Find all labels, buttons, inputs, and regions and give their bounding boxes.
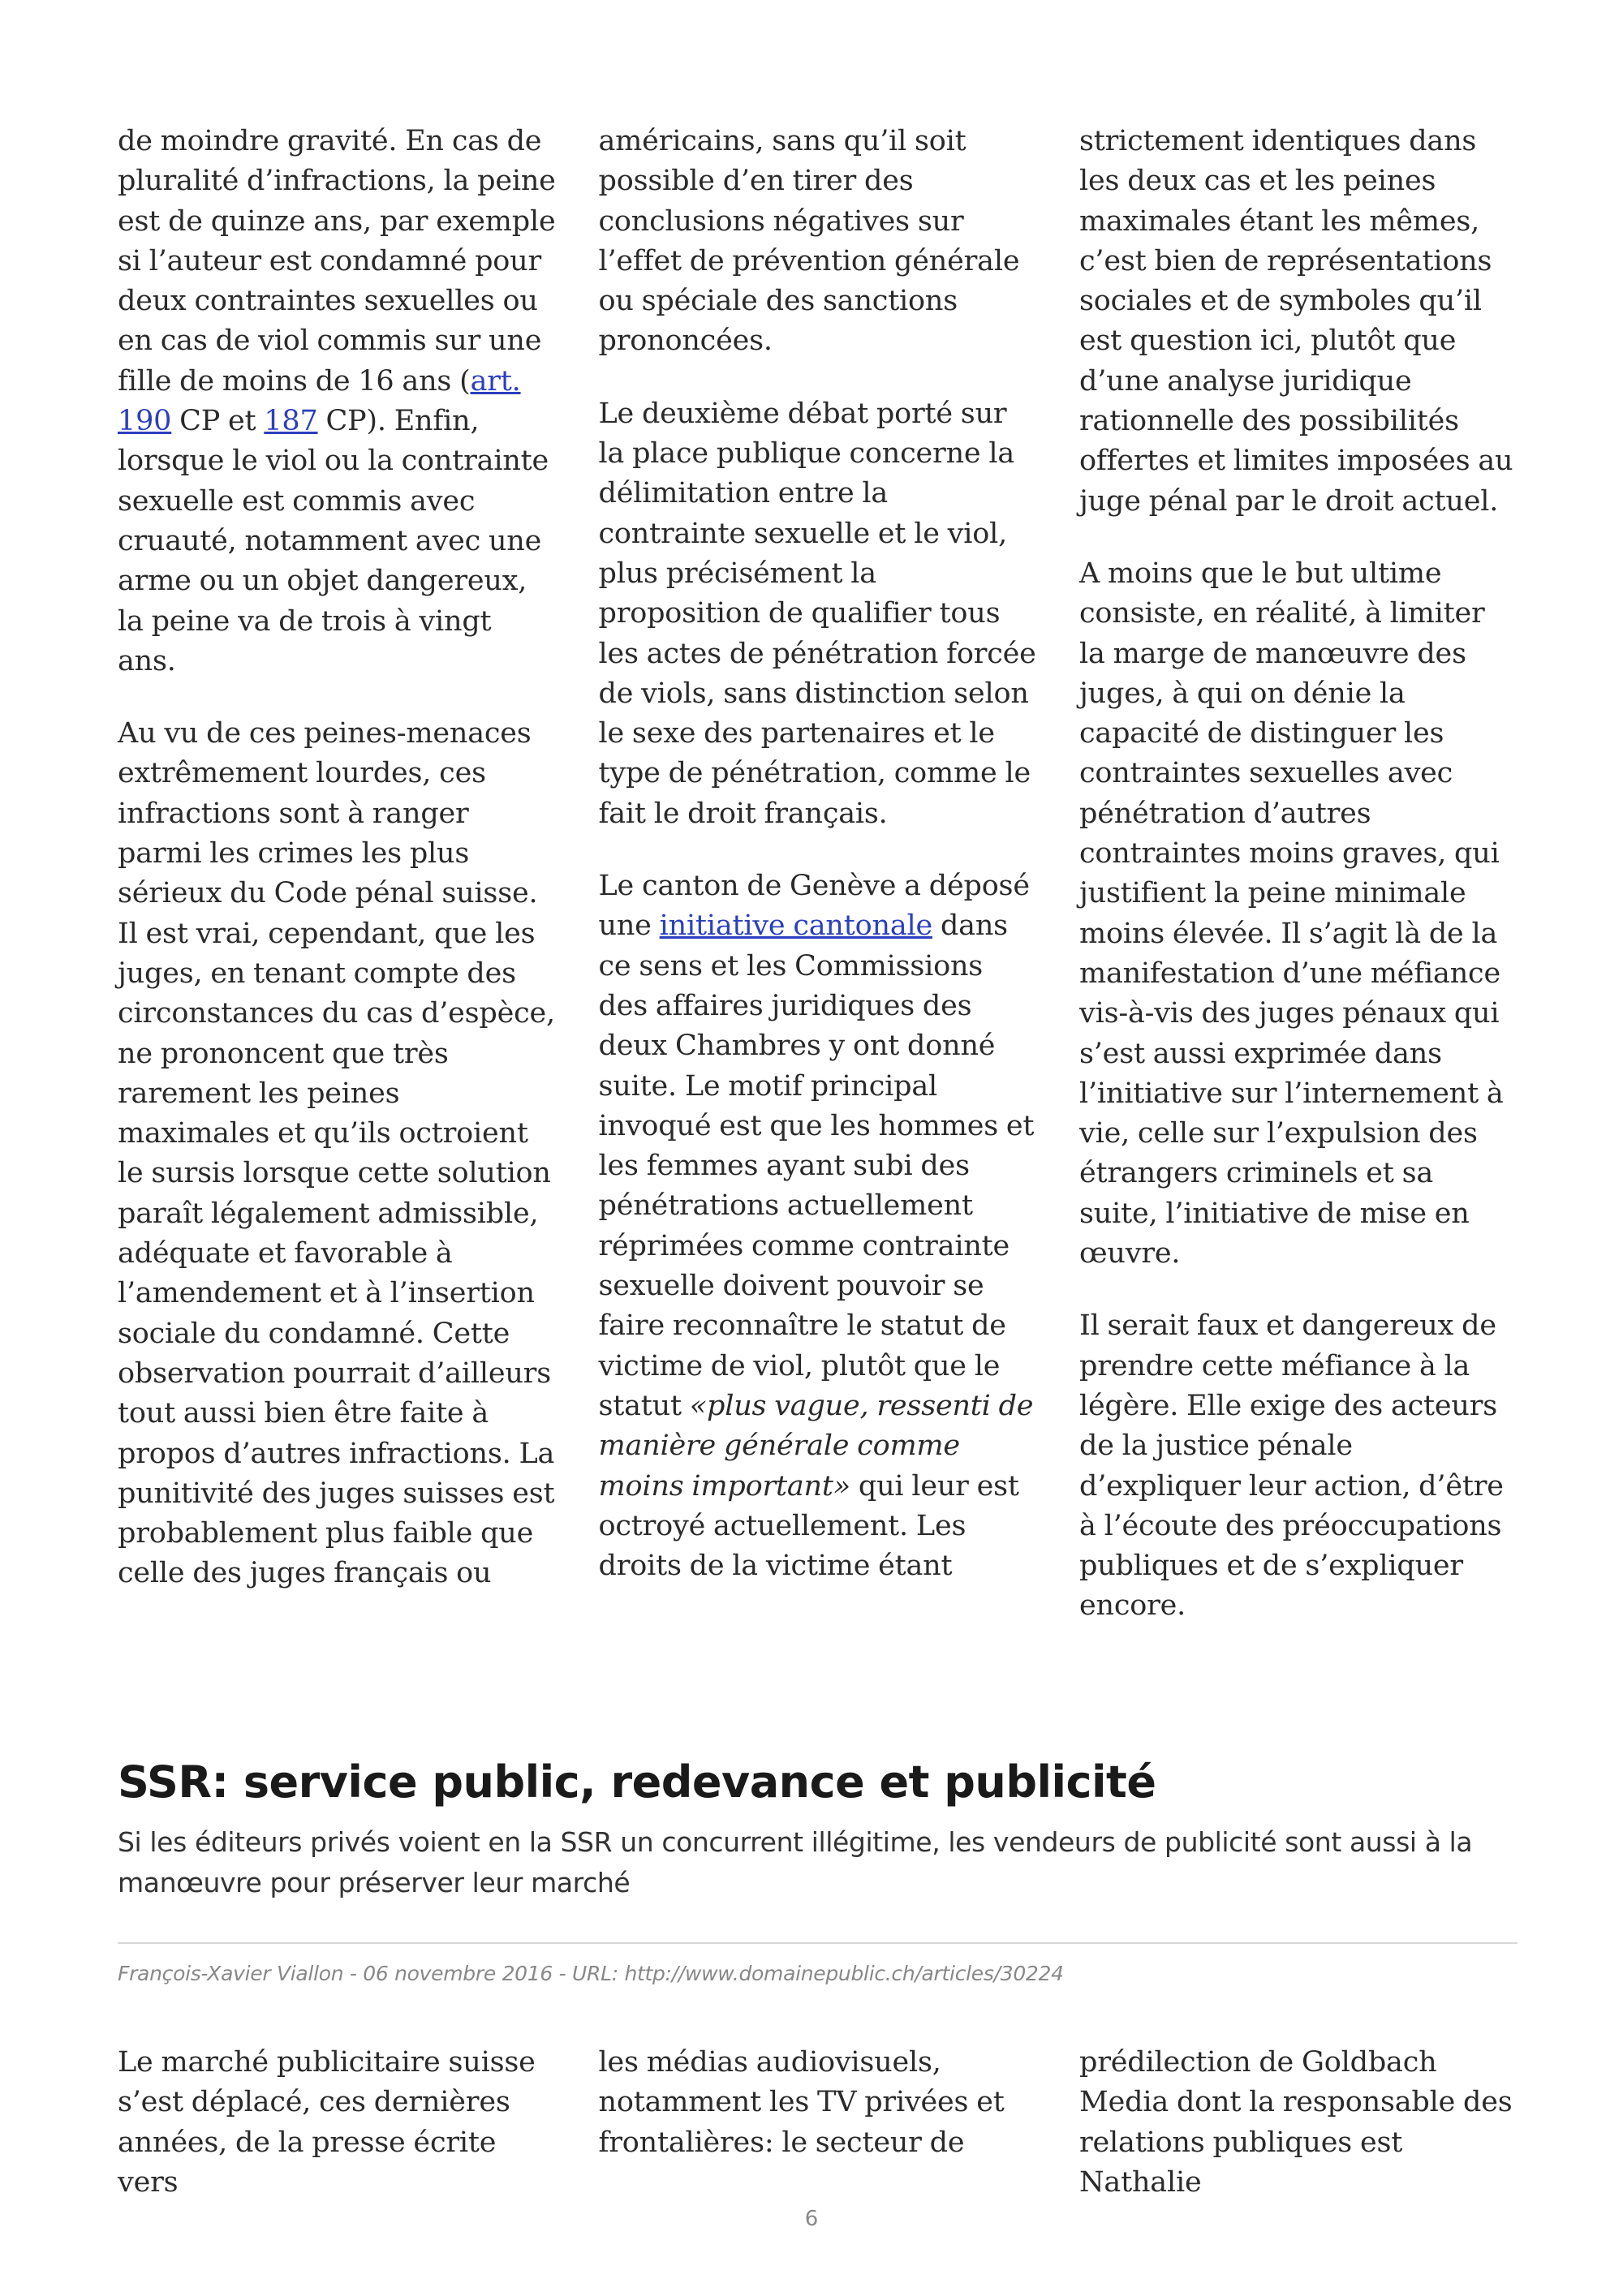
paragraph: A moins que le but ultime consiste, en réalité, à limiter la marge de manœuvre des juges, à qui on dénie la capacité de distinguer les contraintes sexuelles avec pénétration d’autres contraintes moins graves, qui justifient la peine minimale moins élevée. Il s’agit là de la manifestation d’une méfiance vis-à-vis des juges pénaux qui s’est aussi exprimée dans l’initiative sur l’internement à vie, celle sur l’expulsion des étrangers criminels et sa suite, l’initiative de mise en œuvre.	[1079, 557, 1504, 1271]
paragraph-text: CP et	[171, 405, 265, 438]
column-3	[1079, 2043, 1518, 2203]
paragraph-text: dans ce sens et les Commissions des affaires juridiques des deux Chambres y ont donné suite. Le motif principal invoqué est que les hommes et les femmes ayant subi des pénétrations actuellement réprimées comme contrainte sexuelle doivent pouvoir se faire reconnaître le statut de victime de viol, plutôt que le statut	[598, 909, 1035, 1422]
column-1	[118, 122, 556, 1627]
paragraph: Le marché publicitaire suisse s’est déplacé, ces dernières années, de la presse écrite vers	[118, 2046, 536, 2199]
paragraph-text: CP). Enfin, lorsque le viol ou la contrainte sexuelle est commis avec cruauté, notamment avec une arme ou un objet dangereux, la peine va de trois à vingt ans.	[118, 405, 549, 677]
paragraph-text: de moindre gravité. En cas de pluralité d’infractions, la peine est de quinze ans, par exemple si l’auteur est condamné pour deux contraintes sexuelles ou en cas de viol commis sur une fille de moins de 16 ans (	[118, 125, 556, 398]
column-2	[599, 2043, 1037, 2203]
paragraph: strictement identiques dans les deux cas et les peines maximales étant les mêmes, c’est bien de représentations sociales et de symboles qu’il est question ici, plutôt que d’une analyse juridique rationnelle des possibilités offertes et limites imposées au juge pénal par le droit actuel.	[1079, 125, 1513, 518]
paragraph: les médias audiovisuels, notamment les TV privées et frontalières: le secteur de	[598, 2046, 1005, 2159]
article-lede: Si les éditeurs privés voient en la SSR un concurrent illégitime, les vendeurs de publicité sont aussi à la manœuvre pour préserver leur marché	[118, 1826, 1473, 1898]
column-2	[599, 122, 1037, 1627]
paragraph: Il serait faux et dangereux de prendre cette méfiance à la légère. Elle exige des acteurs de la justice pénale d’expliquer leur action, d’être à l’écoute des préoccupations publiques et de s’expliquer encore.	[1079, 1309, 1504, 1623]
initiative-cantonale-link[interactable]: initiative cantonale	[659, 909, 933, 943]
quotation: «plus vague, ressenti de manière générale comme moins important»	[598, 1389, 1034, 1503]
paragraph: prédilection de Goldbach Media dont la responsable des relations publiques est Nathalie	[1079, 2046, 1513, 2199]
art-187-link[interactable]: 187	[264, 405, 318, 438]
paragraph: Le deuxième débat porté sur la place publique concerne la délimitation entre la contrainte sexuelle et le viol, plus précisément la proposition de qualifier tous les actes de pénétration forcée de viols, sans distinction selon le sexe des partenaires et le type de pénétration, comme le fait le droit français.	[598, 397, 1036, 830]
paragraph: Au vu de ces peines-menaces extrêmement lourdes, ces infractions sont à ranger parmi les crimes les plus sérieux du Code pénal suisse. Il est vrai, cependant, que les juges, en tenant compte des circonstances du cas d’espèce, ne prononcent que très rarement les peines maximales et qu’ils octroient le sursis lorsque cette solution paraît légalement admissible, adéquate et favorable à l’amendement et à l’insertion sociale du condamné. Cette observation pourrait d’ailleurs tout aussi bien être faite à propos d’autres infractions. La punitivité des juges suisses est probablement plus faible que celle des juges français ou	[118, 717, 555, 1590]
article-meta: François-Xavier Viallon - 06 novembre 2016 - URL: http://www.domainepublic.ch/articles/30224	[118, 1962, 1064, 1985]
paragraph-text: Le canton de Genève a déposé une	[598, 870, 1030, 943]
article-header	[118, 1754, 1518, 1903]
art-190-link[interactable]: art. 190	[118, 364, 521, 438]
paragraph	[599, 866, 1037, 1586]
column-1	[118, 2043, 556, 2203]
divider	[118, 1942, 1518, 1944]
paragraph-text: qui leur est octroyé actuellement. Les droits de la victime étant	[598, 1469, 1019, 1583]
paragraph: américains, sans qu’il soit possible d’en tirer des conclusions négatives sur l’effet de prévention générale ou spéciale des sanctions prononcées.	[598, 125, 1020, 358]
page-number: 6	[804, 2207, 819, 2231]
top-article-columns	[118, 122, 1518, 1627]
paragraph	[118, 122, 556, 681]
article-title: SSR: service public, redevance et publicité	[118, 1756, 1156, 1808]
bottom-article-columns	[118, 2043, 1518, 2203]
column-3	[1079, 122, 1518, 1627]
